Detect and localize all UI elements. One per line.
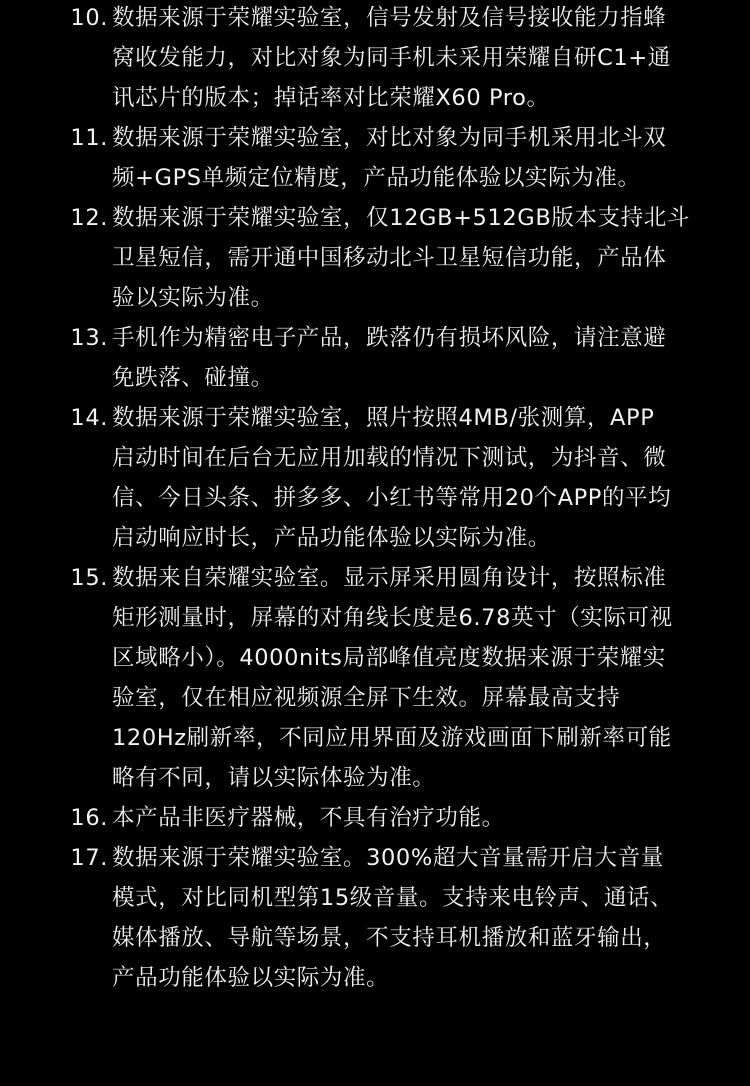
footnote-number: 17. — [70, 845, 108, 871]
footnote-line: 本产品非医疗器械，不具有治疗功能。 — [112, 805, 505, 831]
footnote-line: 启动响应时长，产品功能体验以实际为准。 — [112, 525, 551, 551]
footnote-line: 数据来源于荣耀实验室，对比对象为同手机采用北斗双 — [112, 125, 667, 151]
footnote-14 — [0, 398, 750, 558]
footnote-12 — [0, 198, 750, 318]
footnote-line: 卫星短信，需开通中国移动北斗卫星短信功能，产品体 — [112, 245, 667, 271]
footnote-line: 区域略小）。4000nits局部峰值亮度数据来源于荣耀实 — [112, 645, 666, 671]
footnote-number: 16. — [70, 805, 108, 831]
footnote-line: 验室，仅在相应视频源全屏下生效。屏幕最高支持 — [112, 685, 621, 711]
footnote-line: 验以实际为准。 — [112, 285, 274, 311]
footnote-line: 模式，对比同机型第15级音量。支持来电铃声、通话、 — [112, 885, 674, 911]
footnote-13 — [0, 318, 750, 398]
footnote-line: 启动时间在后台无应用加载的情况下测试，为抖音、微 — [112, 445, 667, 471]
footnote-10 — [0, 0, 750, 118]
footnote-line: 讯芯片的版本；掉话率对比荣耀X60 Pro。 — [112, 85, 550, 111]
footnote-16 — [0, 798, 750, 838]
footnote-line: 信、今日头条、拼多多、小红书等常用20个APP的平均 — [112, 485, 672, 511]
footnote-line: 媒体播放、导航等场景，不支持耳机播放和蓝牙输出， — [112, 925, 667, 951]
footnote-line: 数据来源于荣耀实验室，照片按照4MB/张测算，APP — [112, 405, 655, 431]
footnote-line: 数据来源于荣耀实验室，信号发射及信号接收能力指蜂 — [112, 5, 667, 31]
footnote-line: 120Hz刷新率，不同应用界面及游戏画面下刷新率可能 — [112, 725, 672, 751]
footnote-number: 12. — [70, 205, 108, 231]
footnote-line: 数据来源于荣耀实验室，仅12GB+512GB版本支持北斗 — [112, 205, 690, 231]
footnote-line: 产品功能体验以实际为准。 — [112, 965, 390, 991]
footnote-line: 数据来源于荣耀实验室。300%超大音量需开启大音量 — [112, 845, 664, 871]
footnote-number: 15. — [70, 565, 108, 591]
footnote-number: 11. — [70, 125, 108, 151]
footnote-line: 免跌落、碰撞。 — [112, 365, 274, 391]
footnote-line: 手机作为精密电子产品，跌落仍有损坏风险，请注意避 — [112, 325, 667, 351]
footnote-11 — [0, 118, 750, 198]
footnote-17 — [0, 838, 750, 998]
footnote-line: 数据来自荣耀实验室。显示屏采用圆角设计，按照标准 — [112, 565, 667, 591]
footnote-number: 10. — [70, 5, 108, 31]
footnote-line: 矩形测量时，屏幕的对角线长度是6.78英寸（实际可视 — [112, 605, 673, 631]
footnote-number: 13. — [70, 325, 108, 351]
footnote-line: 窝收发能力，对比对象为同手机未采用荣耀自研C1+通 — [112, 45, 671, 71]
footnote-15 — [0, 558, 750, 798]
footnote-line: 略有不同，请以实际体验为准。 — [112, 765, 436, 791]
footnote-line: 频+GPS单频定位精度，产品功能体验以实际为准。 — [112, 165, 641, 191]
footnote-number: 14. — [70, 405, 108, 431]
